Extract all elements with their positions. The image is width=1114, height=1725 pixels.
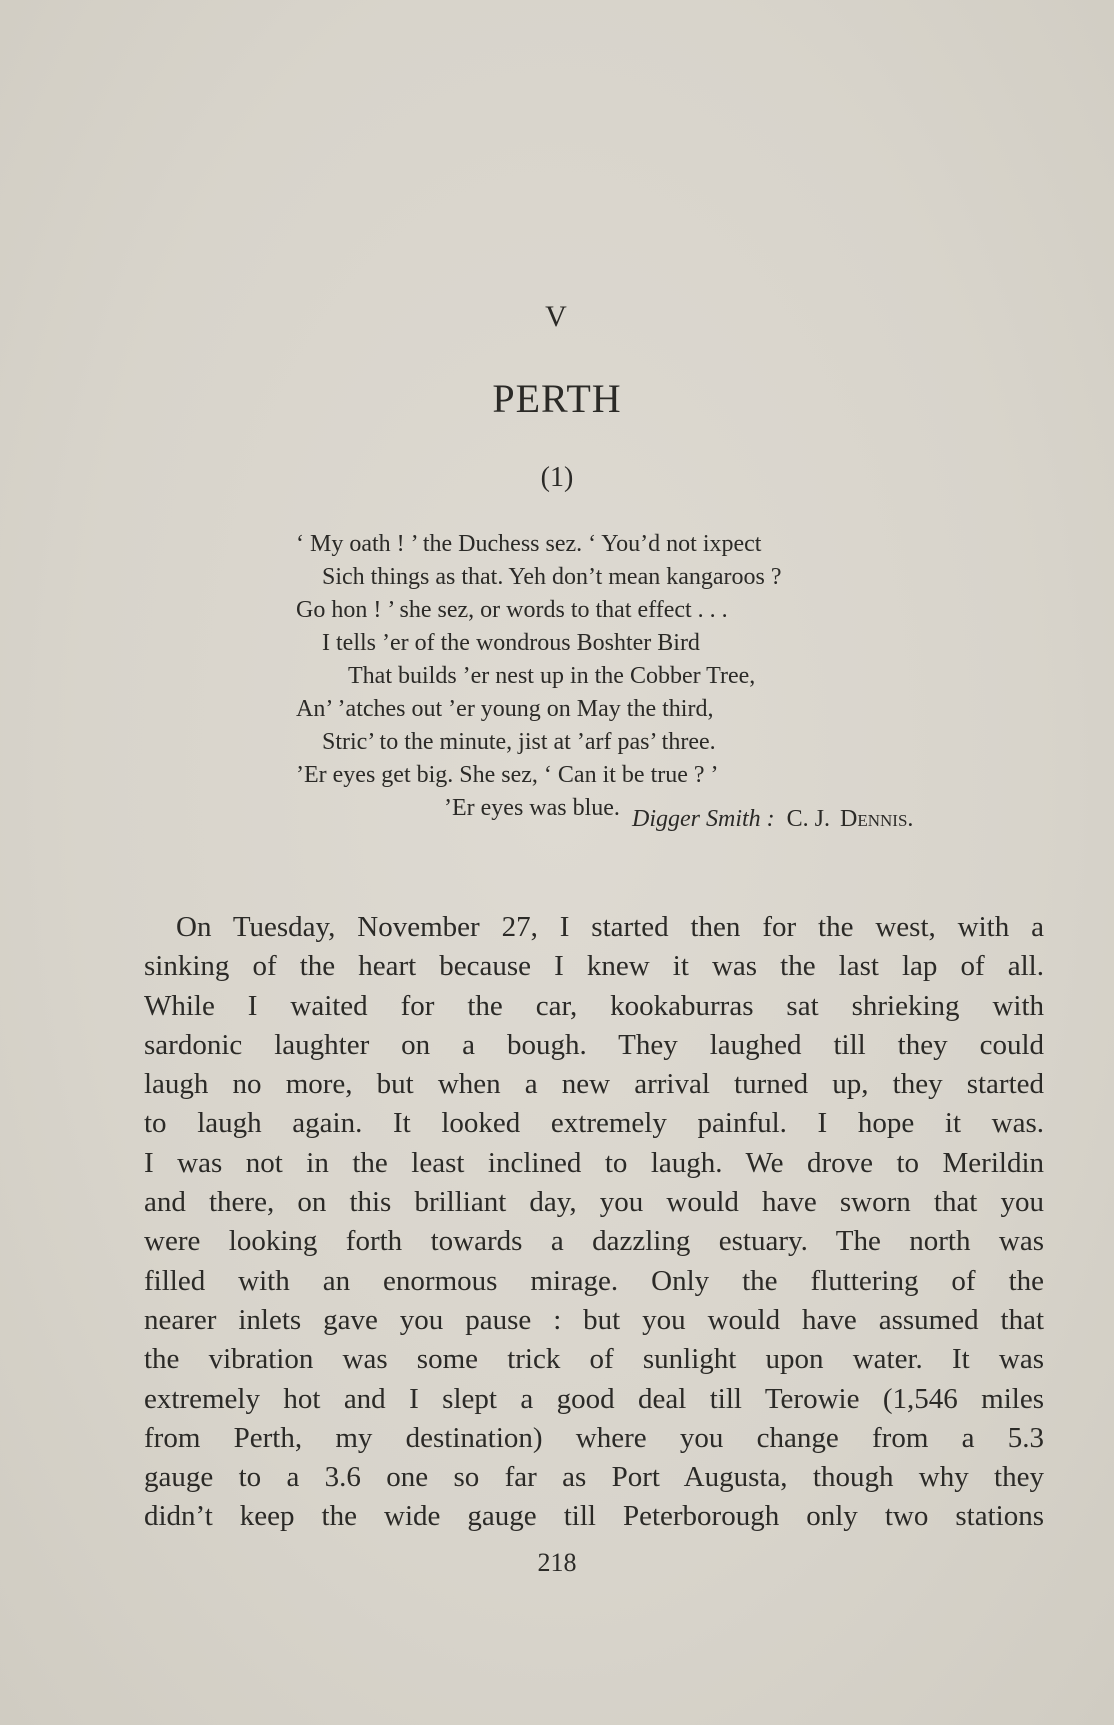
poem-line: ‘ My oath ! ’ the Duchess sez. ‘ You’d not ixpect bbox=[296, 531, 762, 557]
body-line: the vibration was some trick of sunlight upon water. It was bbox=[144, 1343, 1044, 1376]
poem-line: An’ ’atches out ’er young on May the third, bbox=[296, 696, 714, 722]
body-line: gauge to a 3.6 one so far as Port Augusta, though why they bbox=[144, 1461, 1044, 1494]
body-line: were looking forth towards a dazzling estuary. The north was bbox=[144, 1225, 1044, 1258]
body-line: laugh no more, but when a new arrival turned up, they started bbox=[144, 1068, 1044, 1101]
body-line: sardonic laughter on a bough. They laughed till they could bbox=[144, 1028, 1044, 1061]
epigraph-attribution bbox=[632, 806, 913, 833]
body-line: and there, on this brilliant day, you would have sworn that you bbox=[144, 1186, 1044, 1219]
body-line: filled with an enormous mirage. Only the fluttering of the bbox=[144, 1264, 1044, 1297]
body-line: to laugh again. It looked extremely painful. I hope it was. bbox=[144, 1107, 1044, 1140]
poem-line: Stric’ to the minute, jist at ’arf pas’ three. bbox=[322, 729, 716, 755]
attribution-author-initials: C. J. bbox=[786, 806, 831, 832]
poem-line: Sich things as that. Yeh don’t mean kangaroos ? bbox=[322, 564, 782, 590]
poem-line: ’Er eyes get big. She sez, ‘ Can it be true ? ’ bbox=[296, 762, 719, 788]
poem-line: I tells ’er of the wondrous Boshter Bird bbox=[322, 630, 700, 656]
chapter-number: V bbox=[545, 300, 569, 333]
page-number: 218 bbox=[537, 1548, 577, 1577]
attribution-author-surname: Dennis. bbox=[840, 806, 914, 832]
section-number: (1) bbox=[540, 462, 574, 493]
poem-line: ’Er eyes was blue. bbox=[444, 795, 620, 821]
body-line: While I waited for the car, kookaburras sat shrieking with bbox=[144, 989, 1044, 1022]
body-line: didn’t keep the wide gauge till Peterborough only two stations bbox=[144, 1500, 1044, 1533]
body-text bbox=[144, 908, 1044, 1537]
body-line: nearer inlets gave you pause : but you would have assumed that bbox=[144, 1303, 1044, 1336]
body-line: On Tuesday, November 27, I started then for the west, with a bbox=[176, 911, 1044, 943]
body-line: from Perth, my destination) where you change from a 5.3 bbox=[144, 1421, 1044, 1454]
body-line: I was not in the least inclined to laugh. We drove to Merildin bbox=[144, 1146, 1044, 1179]
poem-line: Go hon ! ’ she sez, or words to that effect . . . bbox=[296, 597, 728, 623]
chapter-title: PERTH bbox=[492, 376, 622, 421]
poem-line: That builds ’er nest up in the Cobber Tree, bbox=[348, 663, 756, 689]
body-line: sinking of the heart because I knew it was the last lap of all. bbox=[144, 950, 1044, 983]
attribution-work: Digger Smith : bbox=[632, 806, 775, 832]
body-line: extremely hot and I slept a good deal till Terowie (1,546 miles bbox=[144, 1382, 1044, 1415]
